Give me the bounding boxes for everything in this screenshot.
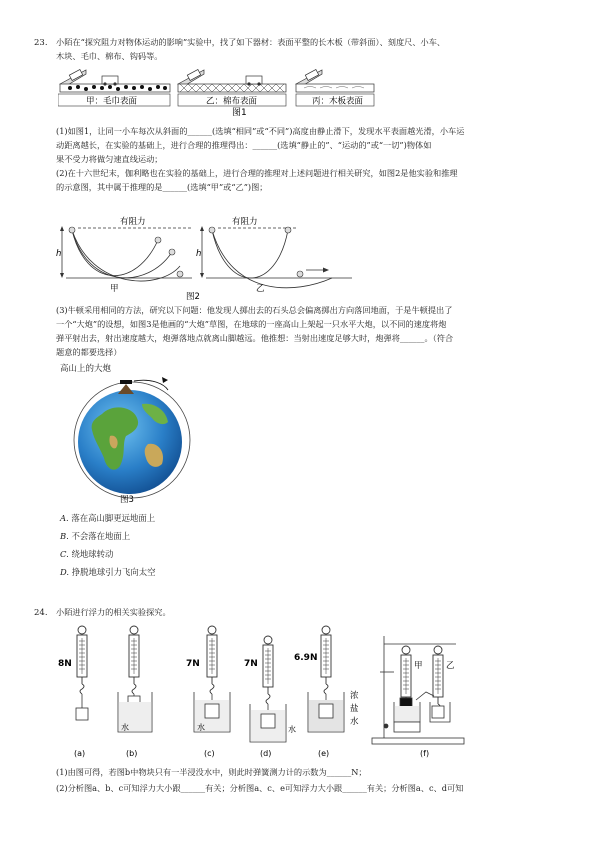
fig-label-d: (d)	[260, 749, 272, 758]
fig-label-a: (a)	[74, 749, 86, 758]
q23-part2-line-1: (2)在十六世纪末，伽利略也在实验的基础上，进行合理的推理对上述问题进行相关研究，如图2是他实验和推理	[56, 168, 458, 178]
ramp-towel	[60, 70, 170, 92]
fig2-h-right: h	[196, 249, 202, 259]
option-c[interactable]: C. 绕地球转动	[60, 549, 114, 559]
fig3-caption: 图3	[120, 495, 134, 505]
reading-e: 6.9N	[294, 653, 318, 663]
fig2-friction-left: 有阻力	[120, 217, 146, 227]
q23-part1-line-2: 动距离越长，在实验的基础上，进行合理的推理得出：______(选填“静止的”、“运动的”或“一切”)物体如	[56, 140, 432, 150]
water-label-d: 水	[288, 725, 296, 734]
question-23-number: 23.	[34, 38, 48, 48]
earth-globe	[78, 390, 182, 494]
option-b[interactable]: B. 不会落在地面上	[60, 531, 131, 541]
q23-part3-line-4: 题意的都要选择）	[56, 347, 122, 357]
fig-label-c: (c)	[204, 749, 215, 758]
brine-label-2: 盐	[350, 704, 359, 714]
reading-a: 8N	[58, 659, 72, 669]
q24-part2: (2)分析图a、b、c可知浮力大小跟______有关；分析图a、c、e可知浮力大小跟______有关；分析图a、c、d可知	[56, 783, 464, 793]
fig1-caption: 图1	[232, 108, 247, 118]
q23-part3-line-1: (3)牛顿采用相同的方法，研究以下问题：他发现人掷出去的石头总会偏离掷出方向落回地面，于是牛顿提出了	[56, 305, 453, 315]
question-24-number: 24.	[34, 608, 48, 618]
figure-1-ramps	[58, 64, 378, 118]
fig-label-e: (e)	[318, 749, 330, 758]
label-yi: 乙	[446, 661, 455, 671]
label-jia: 甲	[414, 661, 423, 671]
option-d[interactable]: D. 挣脱地球引力飞向太空	[60, 567, 156, 577]
figure-2-galileo	[56, 194, 356, 302]
fig2-h-left: h	[56, 249, 62, 259]
q24-part1: (1)由图可得，若图b中物块只有一半浸没水中，则此时弹簧测力计的示数为______N；	[56, 767, 367, 777]
water-label-b: 水	[121, 723, 129, 732]
cannon-icon	[120, 380, 132, 384]
q23-part1-line-1: (1)如图1，让同一小车每次从斜面的______(选填“相同”或“不同”)高度由静止滑下，发现水平表面越光滑，小车运	[56, 126, 465, 136]
fig1-label-cotton: 乙：棉布表面	[206, 96, 258, 107]
reading-c: 7N	[186, 659, 200, 669]
fig2-label-jia: 甲	[110, 284, 119, 294]
reading-d: 7N	[244, 659, 258, 669]
fig2-label-yi: 乙	[256, 284, 265, 294]
fig3-title: 高山上的大炮	[60, 364, 112, 374]
q23-part1-line-3: 果不受力将做匀速直线运动；	[56, 154, 163, 164]
figure-3-earth-cannon	[64, 374, 204, 508]
brine-label-1: 浓	[350, 691, 359, 701]
question-24-stem: 小陌进行浮力的相关实验探究。	[56, 607, 171, 617]
option-a[interactable]: A. 落在高山脚更远地面上	[60, 513, 156, 523]
q23-part2-line-2: 的示意图，其中属于推理的是______(选填“甲”或“乙”)图；	[56, 182, 268, 192]
question-23-stem-line-1: 小陌在“探究阻力对物体运动的影响”实验中，找了如下器材：表面平整的长木板（带斜面）、刻度尺、小车、	[56, 37, 446, 47]
figure-spring-scales	[54, 622, 474, 762]
ramp-cotton	[178, 70, 286, 92]
water-label-c: 水	[197, 723, 205, 732]
q23-part3-line-2: 一个“大炮”的设想，如图3是他画的“大炮”草图，在地球的一座高山上架起一只水平大炮，以不同的速度将炮	[56, 319, 447, 329]
q23-part3-line-3: 弹平射出去，射出速度越大，炮弹落地点就离山脚越远。他推想：当射出速度足够大时，炮弹将______。（符合	[56, 333, 454, 343]
fig-label-f: (f)	[420, 749, 430, 758]
fig2-caption: 图2	[186, 292, 200, 302]
fig1-label-wood: 丙：木板表面	[312, 96, 364, 107]
question-23-stem-line-2: 木块、毛巾、棉布、钩码等。	[56, 51, 163, 61]
fig1-label-towel: 甲：毛巾表面	[86, 96, 138, 107]
ramp-wood	[296, 70, 374, 92]
fig-label-b: (b)	[126, 749, 138, 758]
brine-label-3: 水	[350, 717, 359, 727]
fig2-friction-right: 有阻力	[232, 217, 258, 227]
